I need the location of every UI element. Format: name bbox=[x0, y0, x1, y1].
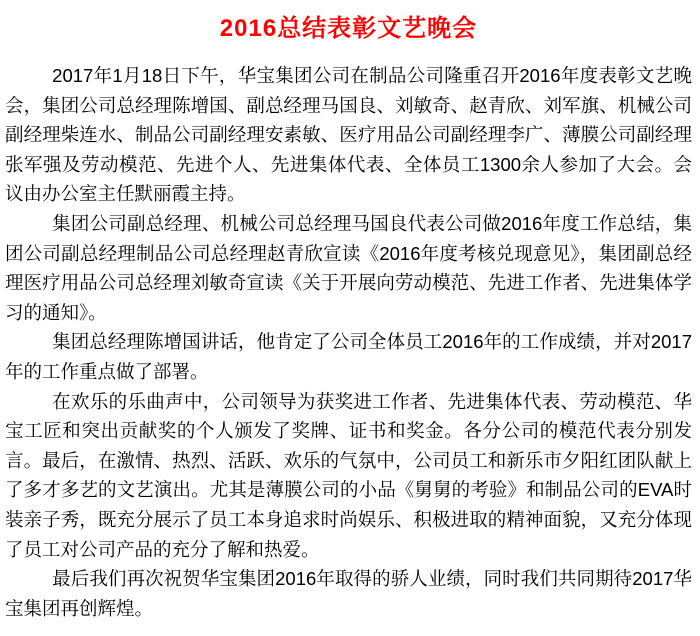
paragraph-work-summary: 集团公司副总经理、机械公司总经理马国良代表公司做2016年度工作总结，集团公司副总经理制品公司总经理赵青欣宣读《2016年度考核兑现意见》，集团副总经理医疗用品公司总经理刘敏奇宣读《关于开展向劳动模范、先进工作者、先进集体学习的通知》。 bbox=[5, 212, 692, 323]
article-body bbox=[5, 61, 692, 623]
paragraph-intro: 2017年1月18日下午，华宝集团公司在制品公司隆重召开2016年度表彰文艺晚会，集团公司总经理陈增国、副总经理马国良、刘敏奇、赵青欣、刘军旗、机械公司副经理柴连水、制品公司副经理安素敏、医疗用品公司副经理李广、薄膜公司副经理张军强及劳动模范、先进个人、先进集体代表、全体员工1300余人参加了大会。会议由办公室主任默丽霞主持。 bbox=[5, 65, 692, 205]
paragraph-awards-performance: 在欢乐的乐曲声中，公司领导为获奖进工作者、先进集体代表、劳动模范、华宝工匠和突出贡献奖的个人颁发了奖牌、证书和奖金。各分公司的模范代表分别发言。最后，在激情、热烈、活跃、欢乐的气氛中，公司员工和新乐市夕阳红团队献上了多才多艺的文艺演出。尤其是薄膜公司的小品《舅舅的考验》和制品公司的EVA时装亲子秀，既充分展示了员工本身追求时尚娱乐、积极进取的精神面貌，又充分体现了员工对公司产品的充分了解和热爱。 bbox=[5, 390, 692, 560]
paragraph-closing: 最后我们再次祝贺华宝集团2016年取得的骄人业绩，同时我们共同期待2017华宝集团再创辉煌。 bbox=[5, 568, 692, 619]
paragraph-gm-speech: 集团总经理陈增国讲话，他肯定了公司全体员工2016年的工作成绩，并对2017年的工作重点做了部署。 bbox=[5, 331, 692, 382]
page-title: 2016总结表彰文艺晚会 bbox=[219, 15, 478, 42]
